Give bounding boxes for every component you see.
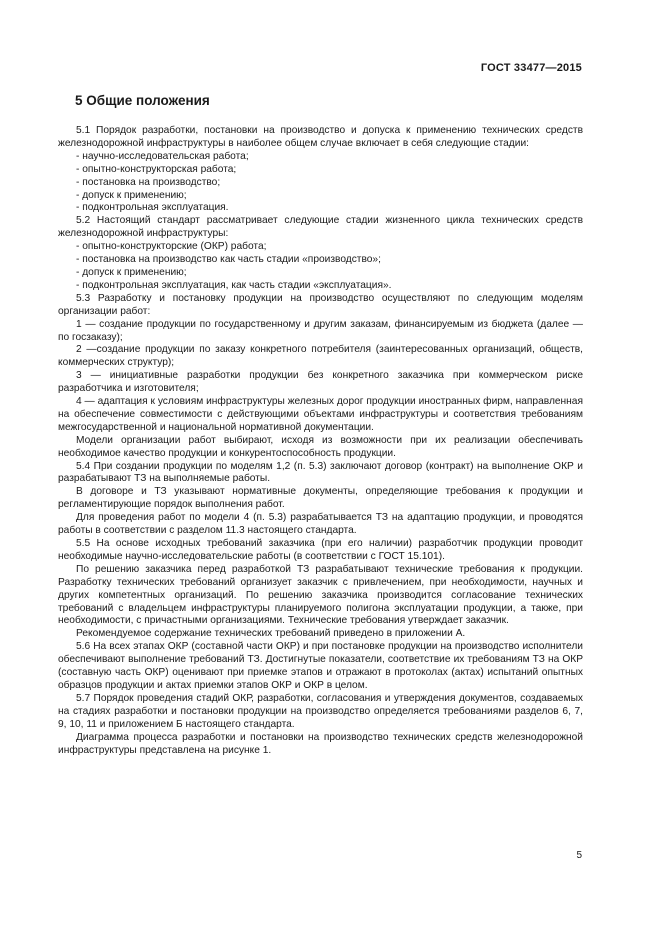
section-title: 5 Общие положения [75,93,210,108]
list-item: - допуск к применению; [76,266,187,278]
paragraph: 5.7 Порядок проведения стадий ОКР, разработки, согласования и утверждения документов, создаваемых на стадиях разработки и постановки продукции на производство определяется требованиями разделов 6, 7, 9, 10, 11 и приложением Б настоящего стандарта. [58,692,583,730]
paragraph: Рекомендуемое содержание технических требований приведено в приложении А. [76,628,466,640]
paragraph: 5.5 На основе исходных требований заказчика (при его наличии) разработчик продукции проводит необходимые научно-исследовательские работы (в соответствии с ГОСТ 15.101). [58,538,583,562]
list-item: - опытно-конструкторская работа; [76,163,237,175]
paragraph: Модели организации работ выбирают, исходя из возможности при их реализации обеспечивать необходимое качество продукции и конкурентоспособность продукции. [58,434,583,459]
list-item: - подконтрольная эксплуатация. [76,202,229,214]
paragraph: 3 — инициативные разработки продукции без конкретного заказчика при коммерческом риске разработчика и изготовителя; [58,370,583,395]
list-item: - опытно-конструкторские (ОКР) работа; [76,241,267,253]
section-body [58,125,583,757]
paragraph: 5.6 На всех этапах ОКР (составной части ОКР) и при постановке продукции на производство исполнители обеспечивают выполнение требований ТЗ. Достигнутые показатели, соответствие их требованиям ТЗ на ОКР (составную часть ОКР) оценивают при приемке этапов и отражают в протоколах (актах) испытаний опытных образцов продукции и актах приемки этапов ОКР и ОКР в целом. [58,641,583,691]
paragraph: 5.2 Настоящий стандарт рассматривает следующие стадии жизненного цикла технических средств железнодорожной инфраструктуры: [58,215,583,240]
page-number: 5 [576,850,582,861]
paragraph: 5.3 Разработку и постановку продукции на производство осуществляют по следующим моделям организации работ: [58,292,583,317]
paragraph: Для проведения работ по модели 4 (п. 5.3) разрабатывается ТЗ на адаптацию продукции, и проводятся работы в соответствии с разделом 11.3 настоящего стандарта. [58,512,583,537]
list-item: - научно-исследовательская работа; [76,150,249,162]
paragraph: Диаграмма процесса разработки и постановки на производство технических средств железнодорожной инфраструктуры представлена на рисунке 1. [58,731,583,756]
list-item: - постановка на производство как часть стадии «производство»; [76,254,381,266]
paragraph: По решению заказчика перед разработкой ТЗ разрабатывают технические требования к продукции. Разработку технических требований организует заказчик с привлечением, при необходимости, научных и других компетентных организаций. По решению заказчика производится согласование технических требований с владельцем инфраструктуры планируемого полигона эксплуатации продукции, а также, при необходимости, с причастными организациями. Технические требования утверждает заказчик. [58,563,583,627]
paragraph: 1 — создание продукции по государственному и другим заказам, финансируемым из бюджета (далее — по госзаказу); [58,318,583,343]
paragraph: 4 — адаптация к условиям инфраструктуры железных дорог продукции иностранных фирм, направленная на обеспечение совместимости с действующими объектами инфраструктуры и соответствия требованиям межгосударственной и национальной нормативной документации. [58,396,583,433]
list-item: - допуск к применению; [76,189,187,201]
paragraph: 2 —создание продукции по заказу конкретного потребителя (заинтересованных организаций, обществ, коммерческих структур); [58,344,583,369]
paragraph: В договоре и ТЗ указывают нормативные документы, определяющие требования к продукции и регламентирующие порядок выполнения работ. [58,486,583,511]
paragraph: 5.4 При создании продукции по моделям 1,2 (п. 5.3) заключают договор (контракт) на выполнение ОКР и разрабатывают ТЗ на выполняемые работы. [58,460,583,485]
list-item: - подконтрольная эксплуатация, как часть стадии «эксплуатация». [76,279,392,291]
list-item: - постановка на производство; [76,176,221,188]
paragraph: 5.1 Порядок разработки, постановки на производство и допуска к применению технических средств железнодорожной инфраструктуры в наиболее общем случае включает в себя следующие стадии: [58,125,583,149]
standard-code-header: ГОСТ 33477—2015 [480,62,582,74]
